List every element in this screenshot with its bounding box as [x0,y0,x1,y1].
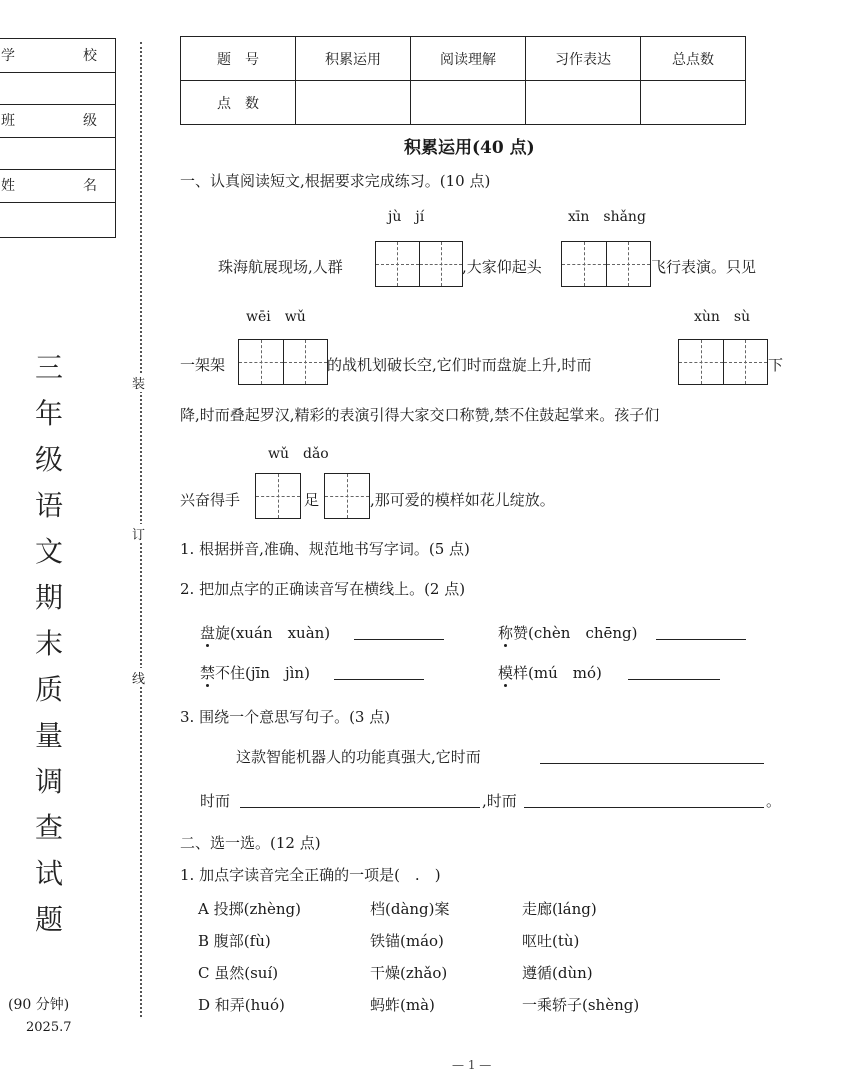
answer-line[interactable] [354,638,444,640]
title-char: 题 [34,903,63,936]
table-cell: 题 号 [181,37,296,81]
page-number: — 1 — [452,1058,492,1072]
question-3: 3. 围绕一个意思写句子。(3 点) [180,708,391,726]
pronunciation-item: 盘旋(xuán xuàn) [200,624,331,642]
passage-text: ,那可爱的模样如花儿绽放。 [370,491,555,509]
passage-text: ,大家仰起头 [462,258,542,276]
binding-char: 订 [132,524,145,543]
score-table [180,36,746,125]
writing-box[interactable] [375,241,463,287]
answer-line[interactable] [628,678,720,680]
passage-text: 降,时而叠起罗汉,精彩的表演引得大家交口称赞,禁不住鼓起掌来。孩子们 [180,406,660,424]
part1-heading: 一、认真阅读短文,根据要求完成练习。(10 点) [180,172,491,190]
question-2: 2. 把加点字的正确读音写在横线上。(2 点) [180,580,466,598]
pronunciation-item: 禁不住(jīn jìn) [200,664,310,682]
exam-duration: (90 分钟) [8,997,70,1013]
option-item: 呕吐(tù) [522,932,580,950]
title-char: 年 [34,397,63,430]
sentence-part: 时而 [200,792,231,810]
option-item[interactable]: C 虽然(suí) [198,964,279,982]
passage-text: 飞行表演。只见 [651,258,757,276]
answer-line[interactable] [240,806,480,808]
title-char: 末 [34,627,63,660]
school-row: 学 校 [0,39,115,73]
emphasis-dot [504,684,507,687]
part2-heading: 二、选一选。(12 点) [180,834,321,852]
writing-box[interactable] [255,473,301,519]
answer-line[interactable] [524,806,764,808]
title-char: 三 [34,351,63,384]
pinyin: jù jí [388,209,425,225]
table-cell: 总点数 [641,37,746,81]
class-field[interactable] [0,137,115,170]
sentence-lead: 这款智能机器人的功能真强大,它时而 [236,748,481,766]
writing-box[interactable] [561,241,651,287]
passage-text: 兴奋得手 [180,491,241,509]
school-field[interactable] [0,72,115,105]
title-char: 量 [34,719,63,752]
score-input-cell[interactable] [296,81,411,125]
title-char: 质 [34,673,63,706]
option-item[interactable]: A 投掷(zhèng) [198,900,302,918]
student-info-box [0,38,116,238]
pinyin: xùn sù [694,309,751,325]
binding-char: 线 [132,668,145,687]
title-char: 文 [34,535,63,568]
pinyin: wǔ dǎo [268,446,329,462]
option-item: 铁锚(máo) [370,932,444,950]
binding-char: 装 [132,373,145,392]
emphasis-dot [504,644,507,647]
passage-text: 下 [768,356,784,374]
name-row: 姓 名 [0,169,115,203]
pinyin: wēi wǔ [246,309,306,325]
answer-line[interactable] [540,762,764,764]
sentence-end: 。 [766,792,782,810]
exam-date: 2025.7 [26,1020,72,1035]
option-item: 一乘轿子(shèng) [522,996,640,1014]
title-char: 调 [34,765,63,798]
table-cell: 积累运用 [296,37,411,81]
name-field[interactable] [0,202,115,235]
option-item[interactable]: D 和弄(huó) [198,996,285,1014]
emphasis-dot [206,684,209,687]
title-char: 级 [34,443,63,476]
writing-box[interactable] [678,339,768,385]
option-item: 蚂蚱(mà) [370,996,435,1014]
title-char: 查 [34,811,63,844]
option-item: 干燥(zhǎo) [370,964,448,982]
exam-title [32,345,66,943]
table-cell: 点 数 [181,81,296,125]
score-input-cell[interactable] [526,81,641,125]
question-1: 1. 根据拼音,准确、规范地书写字词。(5 点) [180,540,470,558]
pronunciation-item: 模样(mú mó) [498,664,602,682]
score-input-cell[interactable] [411,81,526,125]
sentence-part: ,时而 [482,792,517,810]
passage-text: 足 [304,491,320,509]
passage-text: 一架架 [180,356,226,374]
emphasis-dot [206,644,209,647]
answer-line[interactable] [334,678,424,680]
section-title: 积累运用(40 点) [404,138,535,158]
option-item: 档(dàng)案 [370,900,450,918]
part2-question-1: 1. 加点字读音完全正确的一项是( . ) [180,866,441,884]
writing-box[interactable] [324,473,370,519]
passage-text: 的战机划破长空,它们时而盘旋上升,时而 [327,356,592,374]
answer-line[interactable] [656,638,746,640]
option-item: 走廊(láng) [522,900,597,918]
passage-text: 珠海航展现场,人群 [218,258,343,276]
writing-box[interactable] [238,339,328,385]
table-cell: 习作表达 [526,37,641,81]
score-table-header [181,37,746,81]
score-table-row [181,81,746,125]
option-item: 遵循(dùn) [522,964,593,982]
class-row: 班 级 [0,104,115,138]
table-cell: 阅读理解 [411,37,526,81]
score-input-cell[interactable] [641,81,746,125]
title-char: 试 [34,857,63,890]
title-char: 期 [34,581,63,614]
pronunciation-item: 称赞(chèn chēng) [498,624,638,642]
pinyin: xīn shǎng [568,209,646,225]
title-char: 语 [34,489,63,522]
option-item[interactable]: B 腹部(fù) [198,932,271,950]
